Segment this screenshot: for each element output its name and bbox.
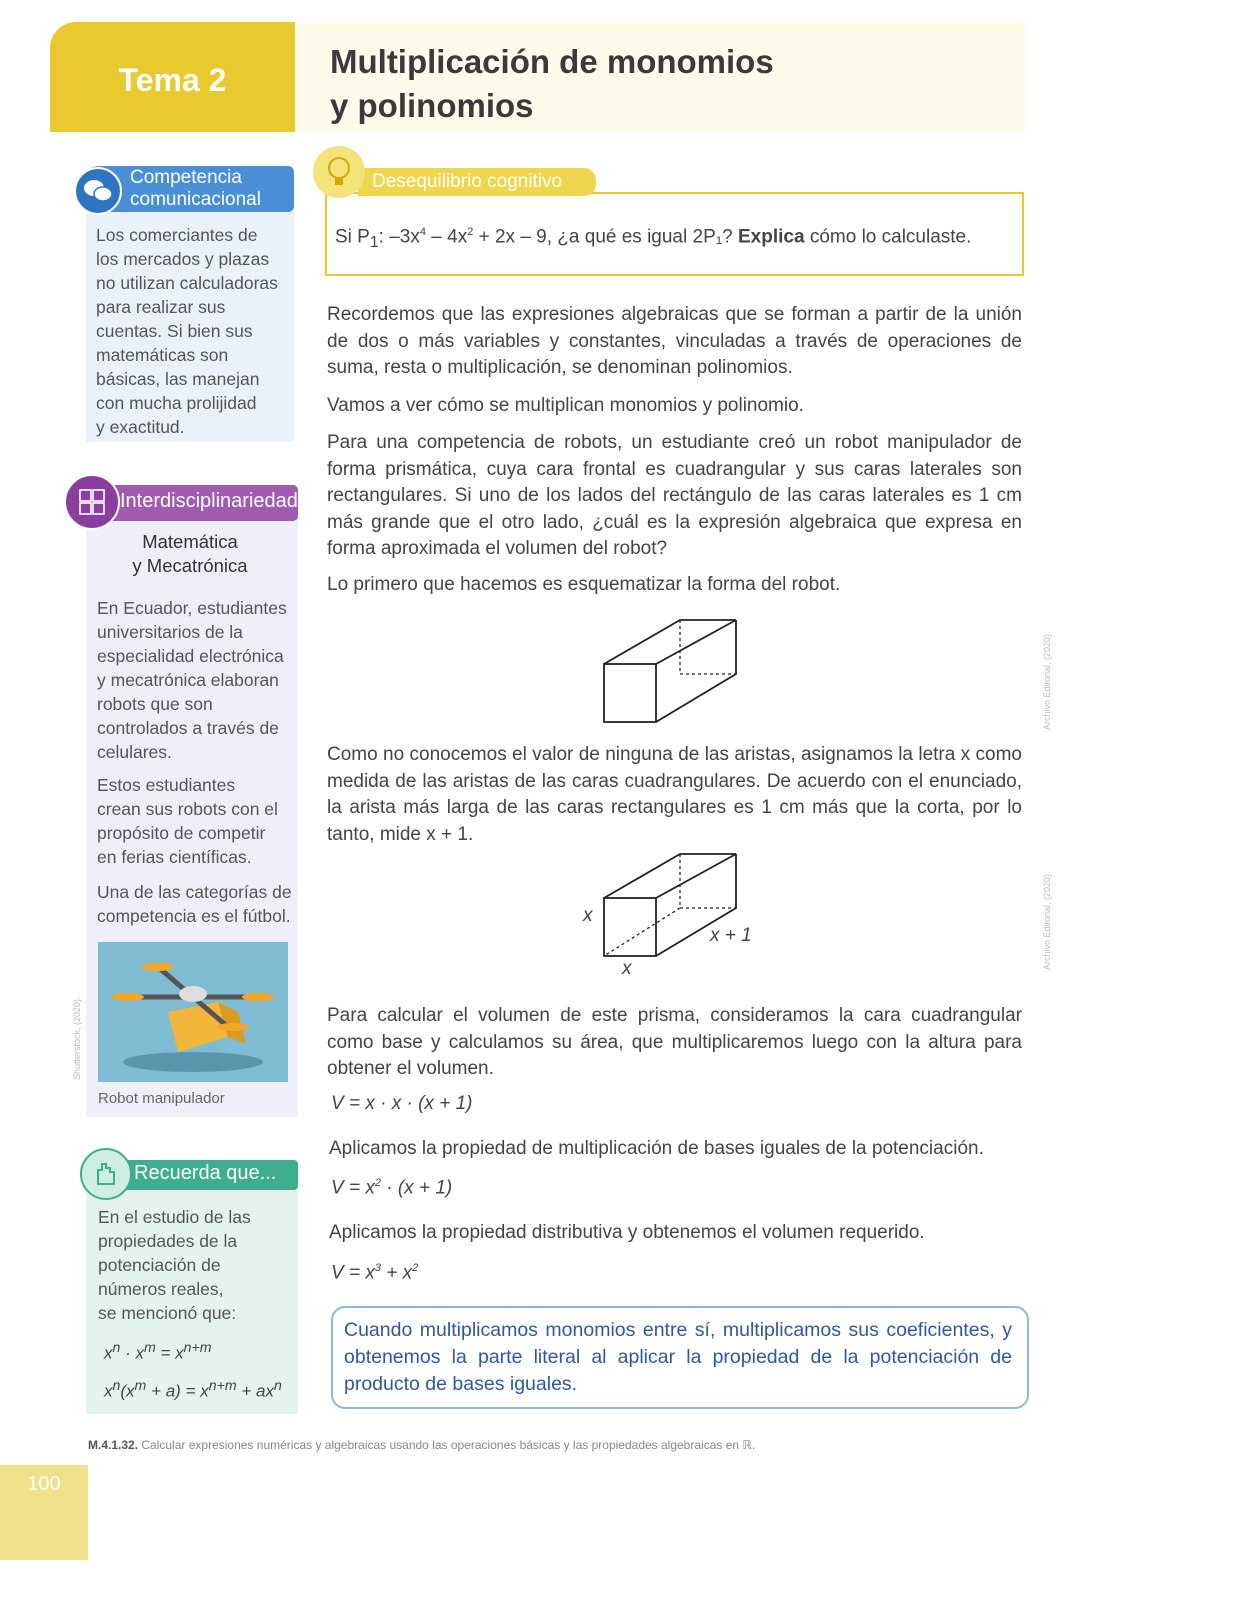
volume-formula-2: $V = x^2 \cdot (x + 1)$ [331,1177,453,1199]
text-line: especialidad electrónica [97,646,284,666]
desequilibrio-question [335,226,971,252]
image-caption: Robot manipulador [98,1090,225,1107]
paragraph-6: Para calcular el volumen de este prisma, consideramos la cara cuadrangular como base y calculamos su área, que multiplicaremos luego con la altura para obtener el volumen. [327,1005,1022,1079]
recuerda-title: Recuerda que... [134,1162,277,1184]
text-line: controlados a través de [97,718,279,738]
edge-label-width: x [622,958,632,979]
interdisciplinariedad-para1 [97,596,292,764]
question-part: + 2x – 9, ¿a qué es igual 2P₁? [473,226,738,248]
subtitle-line: y Mecatrónica [132,555,248,576]
text-line: robots que son [97,694,213,714]
lightbulb-icon [313,146,365,198]
text-line: y exactitud. [96,417,185,437]
question-subscript: 1 [369,234,379,252]
text-line: Estos estudiantes [97,775,236,795]
figure-credit-1: Archivo Editorial, (2020). [1042,631,1052,730]
volume-formula-1: V = x · x · (x + 1) [331,1093,473,1114]
text-line: se mencionó que: [98,1303,237,1323]
edge-label-length: x + 1 [710,925,752,946]
text-line: para realizar sus [96,297,226,317]
text-line: competencia es el fútbol. [97,906,291,926]
text-line: con mucha prolijidad [96,393,257,413]
text-line: números reales, [98,1279,224,1299]
paragraph-8: Aplicamos la propiedad distributiva y obtenemos el volumen requerido. [329,1222,925,1243]
competencia-title-line1: Competencia [130,167,242,188]
page-number: 100 [27,1473,61,1495]
text-line: no utilizan calculadoras [96,273,278,293]
robot-drone-image [98,942,288,1082]
paragraph-1: Recordemos que las expresiones algebraicas que se forman a partir de la unión de dos o más variables y constantes, vinculadas a través de operaciones de suma, resta o multiplicación, se denominan polinomios. [327,304,1022,378]
question-bold-word: Explica [738,226,805,248]
question-part: – 4x [426,226,468,248]
topic-label: Tema 2 [118,62,227,98]
text-line: propiedades de la [98,1231,238,1251]
interdisciplinariedad-subtitle [92,530,288,578]
text-line: En el estudio de las [98,1207,251,1227]
curriculum-reference [88,1438,755,1452]
competencia-text [96,223,286,439]
competencia-title-line2: comunicacional [130,189,261,210]
power-rule-formula-2: $x^n(x^m + a) = x^{n+m} + ax^n$ [104,1378,282,1401]
text-line: crean sus robots con el [97,799,278,819]
text-line: matemáticas son [96,345,229,365]
text-line: Una de las categorías de [97,882,292,902]
figure-credit-2: Archivo Editorial, (2020). [1042,871,1052,970]
power-rule-formula-1: $x^n \cdot x^m = x^{n+m}$ [104,1340,212,1363]
paragraph-7: Aplicamos la propiedad de multiplicación de bases iguales de la potenciación. [329,1138,984,1159]
question-part: Si P [335,226,370,248]
interdisciplinariedad-title: Interdisciplinariedad [120,490,298,512]
text-line: En Ecuador, estudiantes [97,598,287,618]
question-part: cómo lo calculaste. [804,226,972,248]
text-line: los mercados y plazas [96,249,270,269]
question-part: : –3x [378,226,420,248]
recuerda-text [98,1205,293,1325]
text-line: en ferias científicas. [97,847,252,867]
text-line: celulares. [97,742,172,762]
page-title [330,40,1010,128]
curriculum-text: Calcular expresiones numéricas y algebraicas usando las operaciones básicas y las propiedades algebraicas en ℝ. [141,1438,756,1452]
text-line: propósito de competir [97,823,266,843]
paragraph-4: Lo primero que hacemos es esquematizar la forma del robot. [327,574,841,595]
image-credit: Shutterstock, (2020). [72,996,82,1080]
text-line: Los comerciantes de [96,225,258,245]
text-line: potenciación de [98,1255,221,1275]
title-line-2: y polinomios [330,87,534,124]
text-line: básicas, las manejan [96,369,260,389]
edge-label-height: x [583,905,593,926]
text-line: y mecatrónica elaboran [97,670,279,690]
title-line-1: Multiplicación de monomios [330,43,774,80]
interdisciplinariedad-para2 [97,773,292,869]
paragraph-3: Para una competencia de robots, un estudiante creó un robot manipulador de forma prismática, cuya cara frontal es cuadrangular y sus caras laterales son rectangulares. Si uno de los lados del rectángulo de las caras laterales es 1 cm más grande que el otro lado, ¿cuál es la expresión algebraica que expresa en forma aproximada el volumen del robot? [327,432,1022,559]
text-line: cuentas. Si bien sus [96,321,253,341]
puzzle-icon [64,474,120,530]
subtitle-line: Matemática [142,531,238,552]
text-line: universitarios de la [97,622,243,642]
curriculum-code: M.4.1.32. [88,1438,139,1452]
paragraph-2: Vamos a ver cómo se multiplican monomios y polinomio. [327,395,804,416]
speech-bubbles-icon [74,167,122,215]
key-concept-text: Cuando multiplicamos monomios entre sí, multiplicamos sus coeficientes, y obtenemos la parte literal al aplicar la propiedad de la potenciación de producto de bases iguales. [344,1319,1012,1395]
paragraph-5: Como no conocemos el valor de ninguna de las aristas, asignamos la letra x como medida de las aristas de las caras cuadrangulares. De acuerdo con el enunciado, la arista más larga de las caras rectangulares es 1 cm más que la corta, por lo tanto, mide x + 1. [327,744,1022,845]
interdisciplinariedad-para3 [97,880,292,928]
prism-sketch-1 [596,612,744,730]
hand-icon [80,1148,132,1200]
competencia-title [130,167,261,211]
desequilibrio-label: Desequilibrio cognitivo [372,171,563,192]
question-exponent: 4 [419,226,426,238]
question-exponent: 2 [467,226,474,238]
volume-formula-3: $V = x^3 + x^2$ [331,1262,419,1284]
